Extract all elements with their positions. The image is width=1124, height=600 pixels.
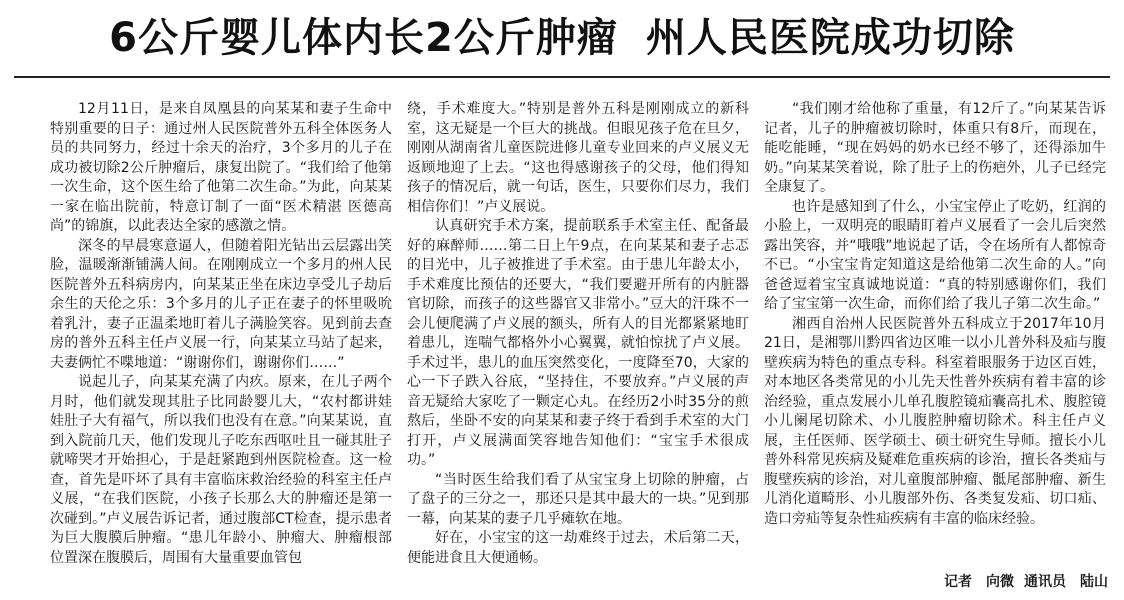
paragraph: 湘西自治州人民医院普外五科成立于2017年10月21日，是湘鄂川黔四省边区唯一以小儿普外科及疝与腹壁疾病为特色的重点专科。科室着眼服务于边区百姓，对本地区各类常见的小儿先天性普外疾病有着丰富的诊治经验，重点发展小儿单孔腹腔镜疝囊高扎术、腹腔镜小儿阑尾切除术、小儿腹腔肿瘤切除术。科主任卢义展，主任医师、医学硕士、硕士研究生导师。擅长小儿普外科常见疾病及疑难危重疾病的诊治，擅长各类疝与腹壁疾病的诊治，对儿童腹部肿瘤、骶尾部肿瘤、新生儿消化道畸形、小儿腹部外伤、各类复发疝、切口疝、造口旁疝等复杂性疝疾病有丰富的临床经验。 <box>764 315 1106 527</box>
headline-part-2: 州人民医院成功切除 <box>645 15 1015 61</box>
headline <box>10 8 1114 68</box>
byline <box>944 572 1108 592</box>
column-1 <box>50 100 392 580</box>
column-2 <box>407 100 749 580</box>
byline-correspondent: 通讯员 陆山 <box>1024 574 1108 590</box>
paragraph: 好在，小宝宝的这一劫难终于过去，术后第二天，便能进食且大便通畅。 <box>407 530 749 566</box>
paragraph: 12月11日，是来自凤凰县的向某某和妻子生命中特别重要的日子：通过州人民医院普外五科全体医务人员的共同努力，经过十余天的治疗，3个多月的儿子在成功被切除2公斤肿瘤后，康复出院了。“我们给了他第一次生命，这个医生给了他第二次生命。”为此，向某某一家在临出院前，特意订制了一面“医术精湛 医德高尚”的锦旗，以此表达全家的感激之情。 <box>50 101 392 234</box>
paragraph: 认真研究手术方案，提前联系手术室主任、配备最好的麻醉师……第二日上午9点，在向某某和妻子忐忑的目光中，儿子被推进了手术室。由于患儿年龄太小，手术难度比预估的还要大，“我们要避开所有的内脏器官切除，而孩子的这些器官又非常小。”豆大的汗珠不一会儿便爬满了卢义展的额头，所有人的目光都紧紧地盯着患儿，连喘气都格外小心翼翼，就怕惊扰了卢义展。手术过半，患儿的血压突然变化，一度降至70，大家的心一下子跌入谷底，“坚持住，不要放弃。”卢义展的声音无疑给大家吃了一颗定心丸。在经历2小时35分的煎熬后，坐卧不安的向某某和妻子终于看到手术室的大门打开，卢义展满面笑容地告知他们：“宝宝手术很成功。” <box>407 218 749 468</box>
paragraph: “当时医生给我们看了从宝宝身上切除的肿瘤，占了盘子的三分之一，那还只是其中最大的一块。”见到那一幕，向某某的妻子几乎瘫软在地。 <box>407 471 749 527</box>
paragraph: 也许是感知到了什么，小宝宝停止了吃奶，红润的小脸上，一双明亮的眼睛盯着卢义展看了一会儿后突然露出笑容，并“哦哦”地说起了话，令在场所有人都惊奇不已。“小宝宝肯定知道这是给他第二次生命的人。”向爸爸逗着宝宝真诚地说道：“真的特别感谢你们，我们给了宝宝第一次生命，而你们给了我儿子第二次生命。” <box>764 198 1106 312</box>
paragraph: 说起儿子，向某某充满了内疚。原来，在儿子两个月时，他们就发现其肚子比同龄婴儿大，“农村都讲娃娃肚子大有福气，所以我们也没有在意。”向某某说，直到入院前几天，他们发现儿子吃东西呕吐且一碰其肚子就啼哭才开始担心，于是赶紧跑到州医院检查。这一检查，首先是吓坏了具有丰富临床救治经验的科室主任卢义展，“在我们医院，小孩子长那么大的肿瘤还是第一次碰到。”卢义展告诉记者，通过腹部CT检查，提示患者为巨大腹膜后肿瘤。“患儿年龄小、肿瘤大、肿瘤根部位置深在腹膜后，周围有大量重要血管包 <box>50 374 392 566</box>
column-3 <box>764 100 1106 580</box>
article-body <box>10 100 1114 580</box>
headline-rule <box>14 76 1110 78</box>
headline-part-1: 6公斤婴儿体内长2公斤肿瘤 <box>109 15 618 61</box>
byline-reporter: 记者 向微 <box>944 574 1014 590</box>
paragraph: 绕，手术难度大。”特别是普外五科是刚刚成立的新科室，这无疑是一个巨大的挑战。但眼见孩子危在旦夕，刚刚从湖南省儿童医院进修儿童专业回来的卢义展义无返顾地迎了上去。“这也得感谢孩子的父母，他们得知孩子的情况后，就一句话，医生，只要你们尽力，我们相信你们！”卢义展说。 <box>407 101 749 215</box>
paragraph: 深冬的早晨寒意逼人，但随着阳光钻出云层露出笑脸，温暖渐渐铺满人间。在刚刚成立一个多月的州人民医院普外五科病房内，向某某正坐在床边享受儿子劫后余生的天伦之乐：3个多月的儿子正在妻子的怀里吸吮着乳汁，妻子正温柔地盯着儿子满脸笑容。见到前去查房的普外五科主任卢义展一行，向某某立马站了起来，夫妻俩忙不喋地道：“谢谢你们，谢谢你们……” <box>50 237 392 371</box>
paragraph: “我们刚才给他称了重量，有12斤了。”向某某告诉记者，儿子的肿瘤被切除时，体重只有8斤，而现在，能吃能睡，“现在妈妈的奶水已经不够了，还得添加牛奶。”向某某笑着说，除了肚子上的伤疤外，儿子已经完全康复了。 <box>764 101 1106 195</box>
